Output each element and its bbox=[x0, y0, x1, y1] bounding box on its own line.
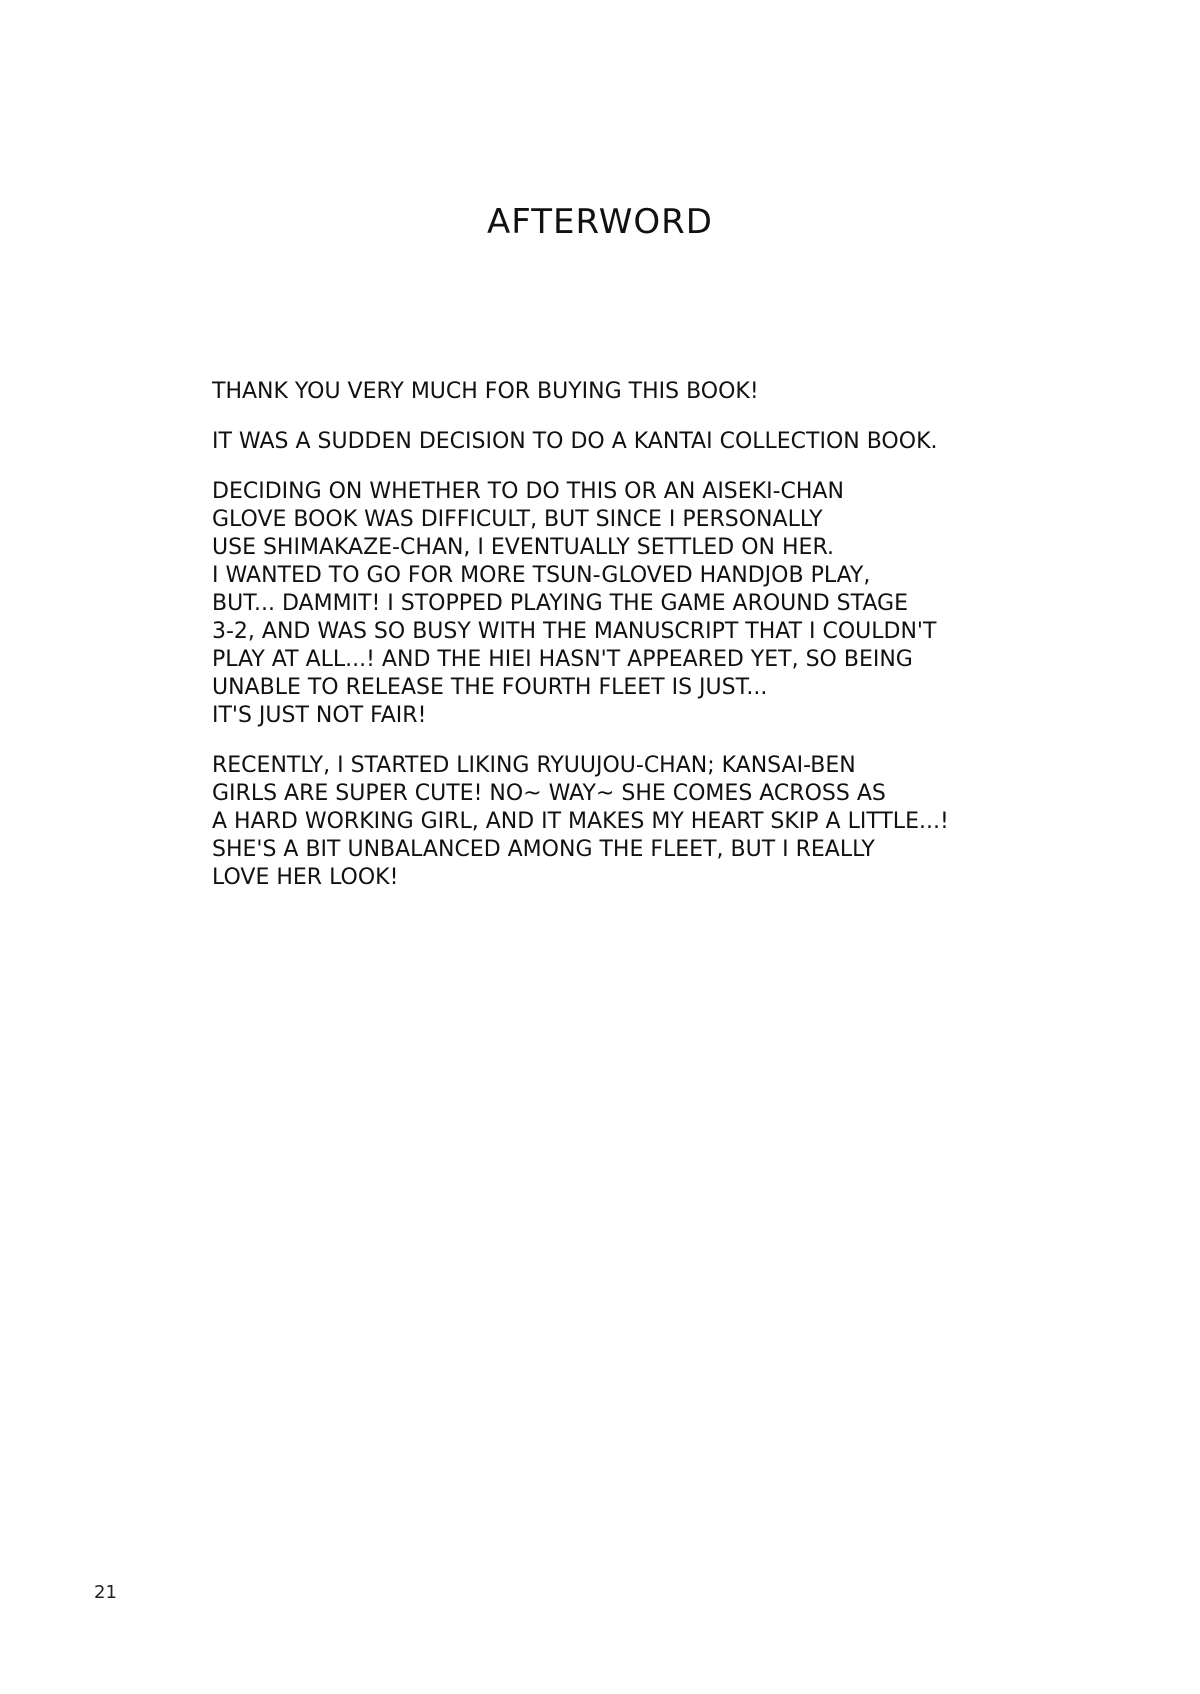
text-line: RECENTLY, I STARTED LIKING RYUUJOU-CHAN; KANSAI-BEN bbox=[212, 753, 856, 778]
text-line: 3-2, AND WAS SO BUSY WITH THE MANUSCRIPT THAT I COULDN'T bbox=[212, 619, 937, 644]
paragraph bbox=[212, 428, 1132, 456]
text-line: THANK YOU VERY MUCH FOR BUYING THIS BOOK! bbox=[212, 379, 759, 404]
paragraph bbox=[212, 378, 1132, 406]
paragraph bbox=[212, 752, 1132, 892]
text-line: I WANTED TO GO FOR MORE TSUN-GLOVED HANDJOB PLAY, bbox=[212, 563, 871, 588]
text-line: IT WAS A SUDDEN DECISION TO DO A KANTAI COLLECTION BOOK. bbox=[212, 429, 938, 454]
text-line: GIRLS ARE SUPER CUTE! NO~ WAY~ SHE COMES ACROSS AS bbox=[212, 781, 886, 806]
text-line: USE SHIMAKAZE-CHAN, I EVENTUALLY SETTLED ON HER. bbox=[212, 535, 834, 560]
text-line: SHE'S A BIT UNBALANCED AMONG THE FLEET, BUT I REALLY bbox=[212, 837, 875, 862]
text-line: LOVE HER LOOK! bbox=[212, 865, 399, 890]
text-line: A HARD WORKING GIRL, AND IT MAKES MY HEART SKIP A LITTLE...! bbox=[212, 809, 949, 834]
text-line: IT'S JUST NOT FAIR! bbox=[212, 703, 427, 728]
page-title: AFTERWORD bbox=[487, 202, 713, 242]
text-line: GLOVE BOOK WAS DIFFICULT, BUT SINCE I PERSONALLY bbox=[212, 507, 823, 532]
text-line: PLAY AT ALL...! AND THE HIEI HASN'T APPEARED YET, SO BEING bbox=[212, 647, 913, 672]
page-number: 21 bbox=[94, 1582, 117, 1603]
text-line: DECIDING ON WHETHER TO DO THIS OR AN AISEKI-CHAN bbox=[212, 479, 844, 504]
text-line: BUT... DAMMIT! I STOPPED PLAYING THE GAME AROUND STAGE bbox=[212, 591, 908, 616]
paragraph bbox=[212, 478, 1132, 730]
afterword-body bbox=[212, 378, 1132, 914]
text-line: UNABLE TO RELEASE THE FOURTH FLEET IS JUST... bbox=[212, 675, 768, 700]
